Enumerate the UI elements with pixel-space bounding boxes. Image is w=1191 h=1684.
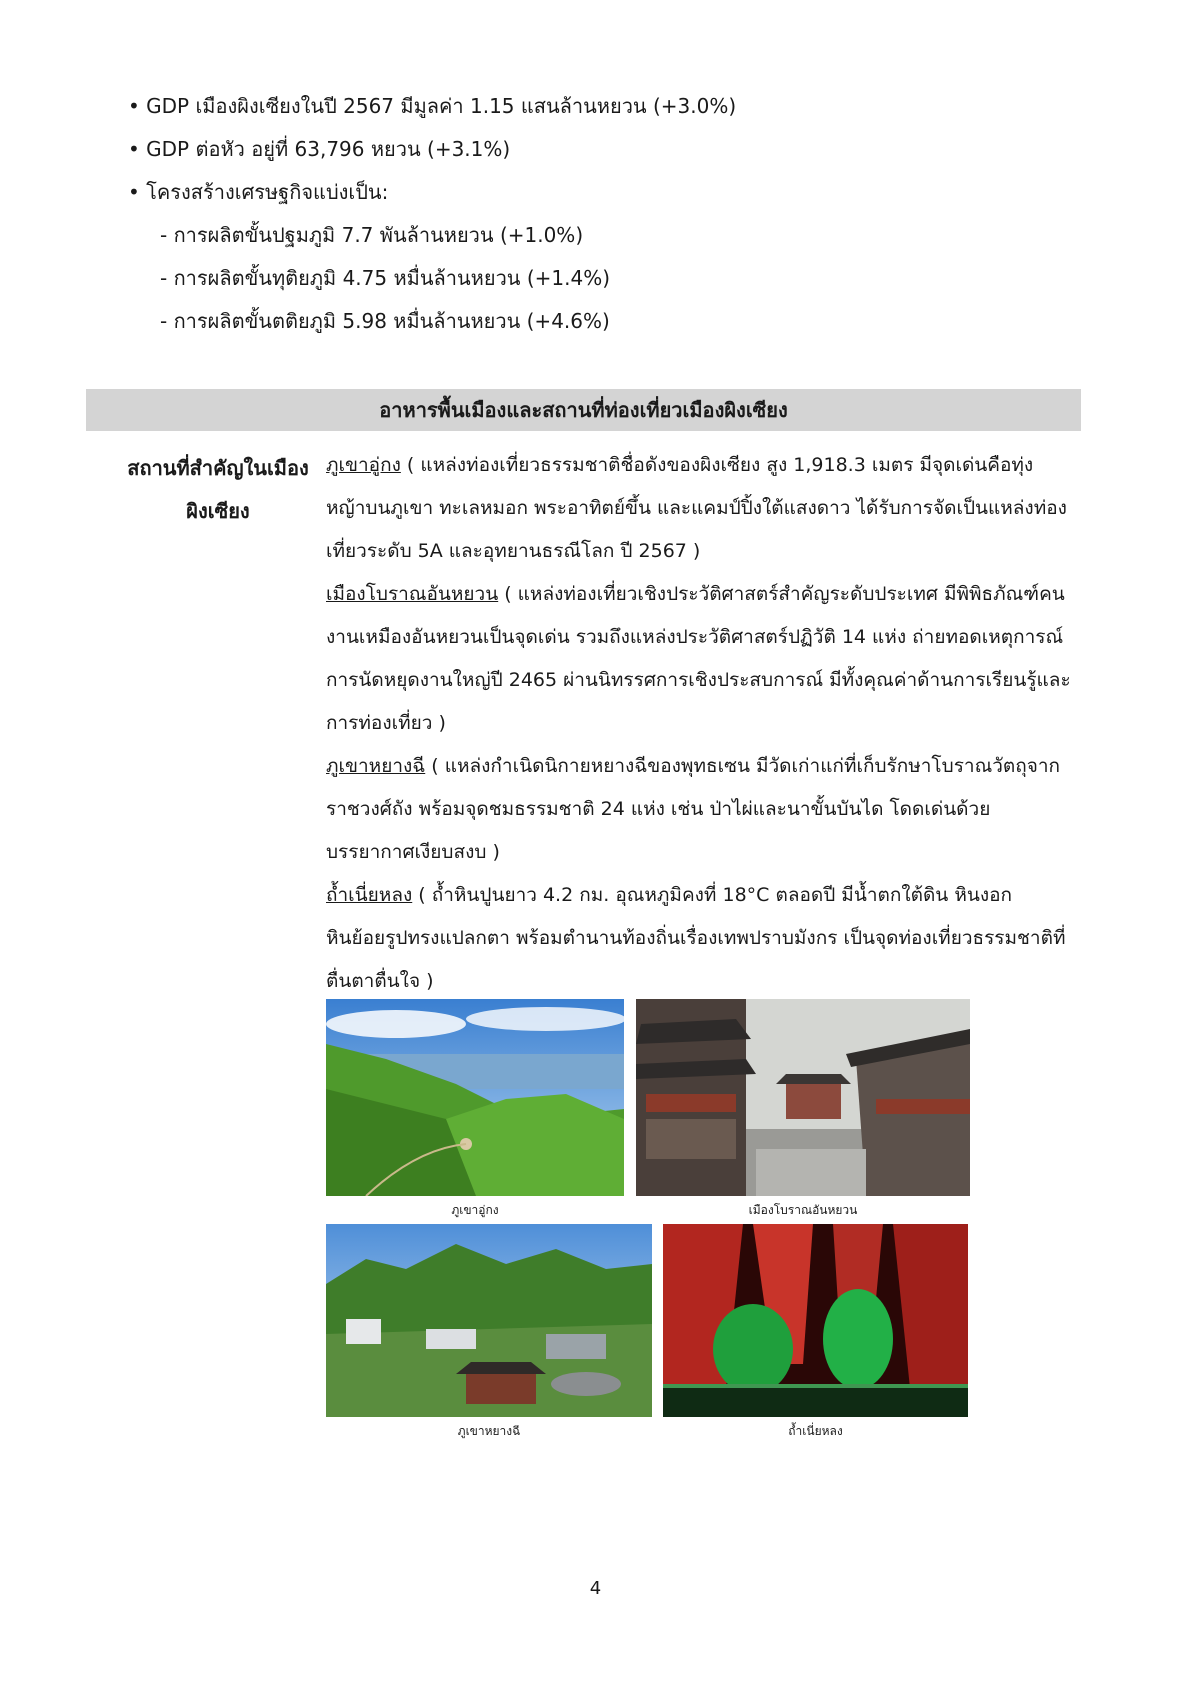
place-name: เมืองโบราณอันหยวน: [326, 583, 499, 605]
place-anyuan: [326, 573, 1071, 745]
page-number: 4: [589, 1578, 602, 1599]
place-nielong: [326, 874, 1071, 1003]
caption-wugong: ภูเขาอู่กง: [451, 1203, 499, 1217]
place-name: ภูเขาอู่กง: [326, 454, 401, 476]
place-wugong: [326, 444, 1071, 573]
row-label-line2: ผิงเซียง: [186, 499, 250, 523]
place-name: ถ้ำเนี่ยหลง: [326, 884, 413, 906]
place-description: ( ถ้ำหินปูนยาว 4.2 กม. อุณหภูมิคงที่ 18°C ตลอดปี มีน้ำตกใต้ดิน หินงอกหินย้อยรูปทรงแปลกตา พร้อมตำนานท้องถิ่นเรื่องเทพปราบมังกร เป็นจุดท่องเที่ยวธรรมชาติที่ตื่นตาตื่นใจ ): [326, 884, 1066, 992]
row-label-line1: สถานที่สำคัญในเมือง: [127, 456, 309, 480]
place-yangqi: [326, 745, 1071, 874]
caption-yangqi: ภูเขาหยางฉี: [457, 1424, 521, 1438]
place-name: ภูเขาหยางฉี: [326, 755, 426, 777]
place-description: ( แหล่งท่องเที่ยวเชิงประวัติศาสตร์สำคัญระดับประเทศ มีพิพิธภัณฑ์คนงานเหมืองอันหยวนเป็นจุดเด่น รวมถึงแหล่งประวัติศาสตร์ปฏิวัติ 14 แห่ง ถ่ายทอดเหตุการณ์การนัดหยุดงานใหญ่ปี 2465 ผ่านนิทรรศการเชิงประสบการณ์ มีทั้งคุณค่าด้านการเรียนรู้และการท่องเที่ยว ): [326, 583, 1071, 734]
bullet-gdp-per-capita: • GDP ต่อหัว อยู่ที่ 63,796 หยวน (+3.1%): [128, 137, 511, 161]
row-label: [118, 447, 318, 533]
place-description: ( แหล่งกำเนิดนิกายหยางฉีของพุทธเซน มีวัดเก่าแก่ที่เก็บรักษาโบราณวัตถุจากราชวงศ์ถัง พร้อมจุดชมธรรมชาติ 24 แห่ง เช่น ป่าไผ่และนาขั้นบันได โดดเด่นด้วยบรรยากาศเงียบสงบ ): [326, 755, 1061, 863]
place-description: ( แหล่งท่องเที่ยวธรรมชาติชื่อดังของผิงเซียง สูง 1,918.3 เมตร มีจุดเด่นคือทุ่งหญ้าบนภูเขา ทะเลหมอก พระอาทิตย์ขึ้น และแคมป์ปิ้งใต้แสงดาว ได้รับการจัดเป็นแหล่งท่องเที่ยวระดับ 5A และอุทยานธรณีโลก ปี 2567 ): [326, 454, 1067, 562]
photo-anyuan-ancient-town: [636, 999, 970, 1196]
bullet-gdp: • GDP เมืองผิงเซียงในปี 2567 มีมูลค่า 1.15 แสนล้านหยวน (+3.0%): [128, 94, 737, 118]
photo-yangqi-mountain: [326, 1224, 652, 1417]
economy-bullets: [128, 90, 1028, 348]
bullet-structure: • โครงสร้างเศรษฐกิจแบ่งเป็น:: [128, 180, 389, 204]
caption-anyuan: เมืองโบราณอันหยวน: [748, 1203, 858, 1217]
caption-nielong: ถ้ำเนี่ยหลง: [788, 1424, 843, 1438]
sub-bullet-tertiary: - การผลิตขั้นตติยภูมิ 5.98 หมื่นล้านหยวน (+4.6%): [160, 309, 610, 333]
photo-wugong-mountain: [326, 999, 624, 1196]
section-header: อาหารพื้นเมืองและสถานที่ท่องเที่ยวเมืองผิงเซียง: [86, 389, 1081, 431]
sub-bullet-secondary: - การผลิตขั้นทุติยภูมิ 4.75 หมื่นล้านหยวน (+1.4%): [160, 266, 610, 290]
sub-bullet-primary: - การผลิตขั้นปฐมภูมิ 7.7 พันล้านหยวน (+1.0%): [160, 223, 584, 247]
photo-nielong-cave: [663, 1224, 968, 1417]
places-list: [326, 444, 1071, 1003]
